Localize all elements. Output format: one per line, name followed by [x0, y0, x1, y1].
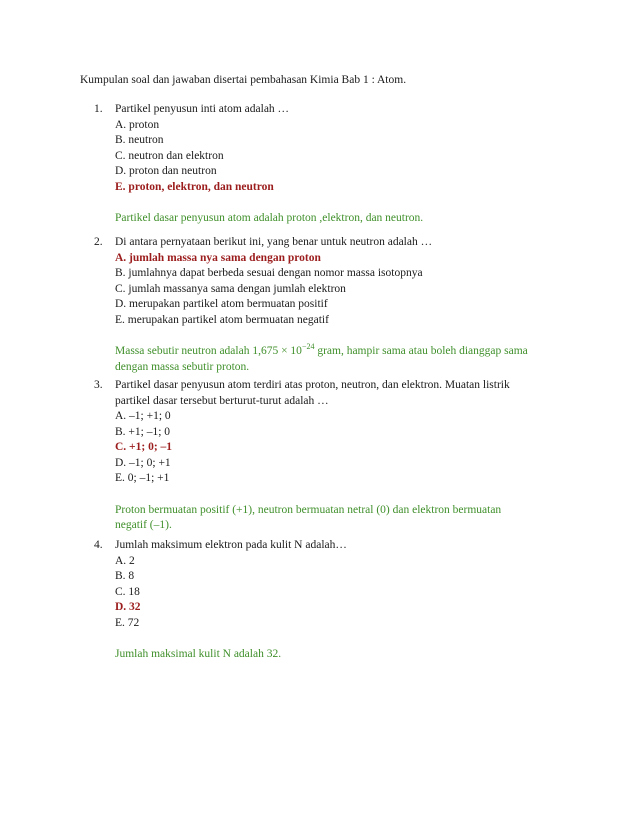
exponent: −24 — [301, 342, 315, 351]
option-d: D. proton dan neutron — [115, 165, 217, 177]
option-e: E. 72 — [115, 616, 140, 629]
document-title: Kumpulan soal dan jawaban disertai pembahasan Kimia Bab 1 : Atom. — [80, 74, 407, 86]
option-a: A. –1; +1; 0 — [115, 410, 171, 422]
question-number: 2. — [94, 236, 103, 248]
explanation: Proton bermuatan positif (+1), neutron bermuatan netral (0) dan elektron bermuatan — [115, 503, 502, 516]
question-stem: Jumlah maksimum elektron pada kulit N adalah… — [115, 539, 347, 551]
explanation: Jumlah maksimal kulit N adalah 32. — [115, 648, 282, 660]
question-stem: Partikel dasar penyusun atom terdiri atas proton, neutron, dan elektron. Muatan listrik — [115, 379, 510, 391]
explanation-text: Partikel dasar penyusun atom adalah proton ,elektron, dan neutron. — [115, 212, 424, 224]
question-number: 1. — [94, 103, 103, 115]
option-c: C. neutron dan elektron — [115, 149, 224, 162]
question-stem-line-2: partikel dasar tersebut berturut-turut adalah … — [115, 394, 329, 407]
explanation-line-2: dengan massa sebutir proton. — [115, 360, 250, 373]
explanation-text-cont: gram, hampir sama atau boleh dianggap sama — [314, 345, 528, 357]
option-a: A. 2 — [115, 554, 135, 567]
question-number: 4. — [94, 539, 103, 551]
question-stem: Di antara pernyataan berikut ini, yang benar untuk neutron adalah … — [115, 236, 433, 248]
explanation-text: Massa sebutir neutron adalah 1,675 × 10 — [115, 345, 302, 357]
explanation-line-2: negatif (–1). — [115, 519, 172, 531]
option-c: C. 18 — [115, 585, 140, 598]
option-d-correct-answer: D. 32 — [115, 601, 141, 613]
option-a: A. proton — [115, 118, 160, 131]
option-d: D. –1; 0; +1 — [115, 456, 171, 469]
option-b: B. neutron — [115, 134, 164, 146]
option-d: D. merupakan partikel atom bermuatan positif — [115, 298, 328, 310]
option-c-correct-answer: C. +1; 0; –1 — [115, 441, 173, 453]
option-b: B. +1; –1; 0 — [115, 425, 171, 438]
question-number: 3. — [94, 379, 103, 391]
option-b: B. jumlahnya dapat berbeda sesuai dengan nomor massa isotopnya — [115, 267, 423, 279]
option-e-correct-answer: E. proton, elektron, dan neutron — [115, 180, 274, 193]
explanation — [115, 344, 575, 360]
explanation — [115, 211, 575, 227]
option-c: C. jumlah massanya sama dengan jumlah elektron — [115, 282, 346, 295]
option-e: E. merupakan partikel atom bermuatan negatif — [115, 313, 329, 326]
option-e: E. 0; –1; +1 — [115, 472, 170, 484]
question-stem: Partikel penyusun inti atom adalah … — [115, 103, 290, 115]
option-b: B. 8 — [115, 570, 135, 582]
option-a-correct-answer: A. jumlah massa nya sama dengan proton — [115, 251, 321, 264]
